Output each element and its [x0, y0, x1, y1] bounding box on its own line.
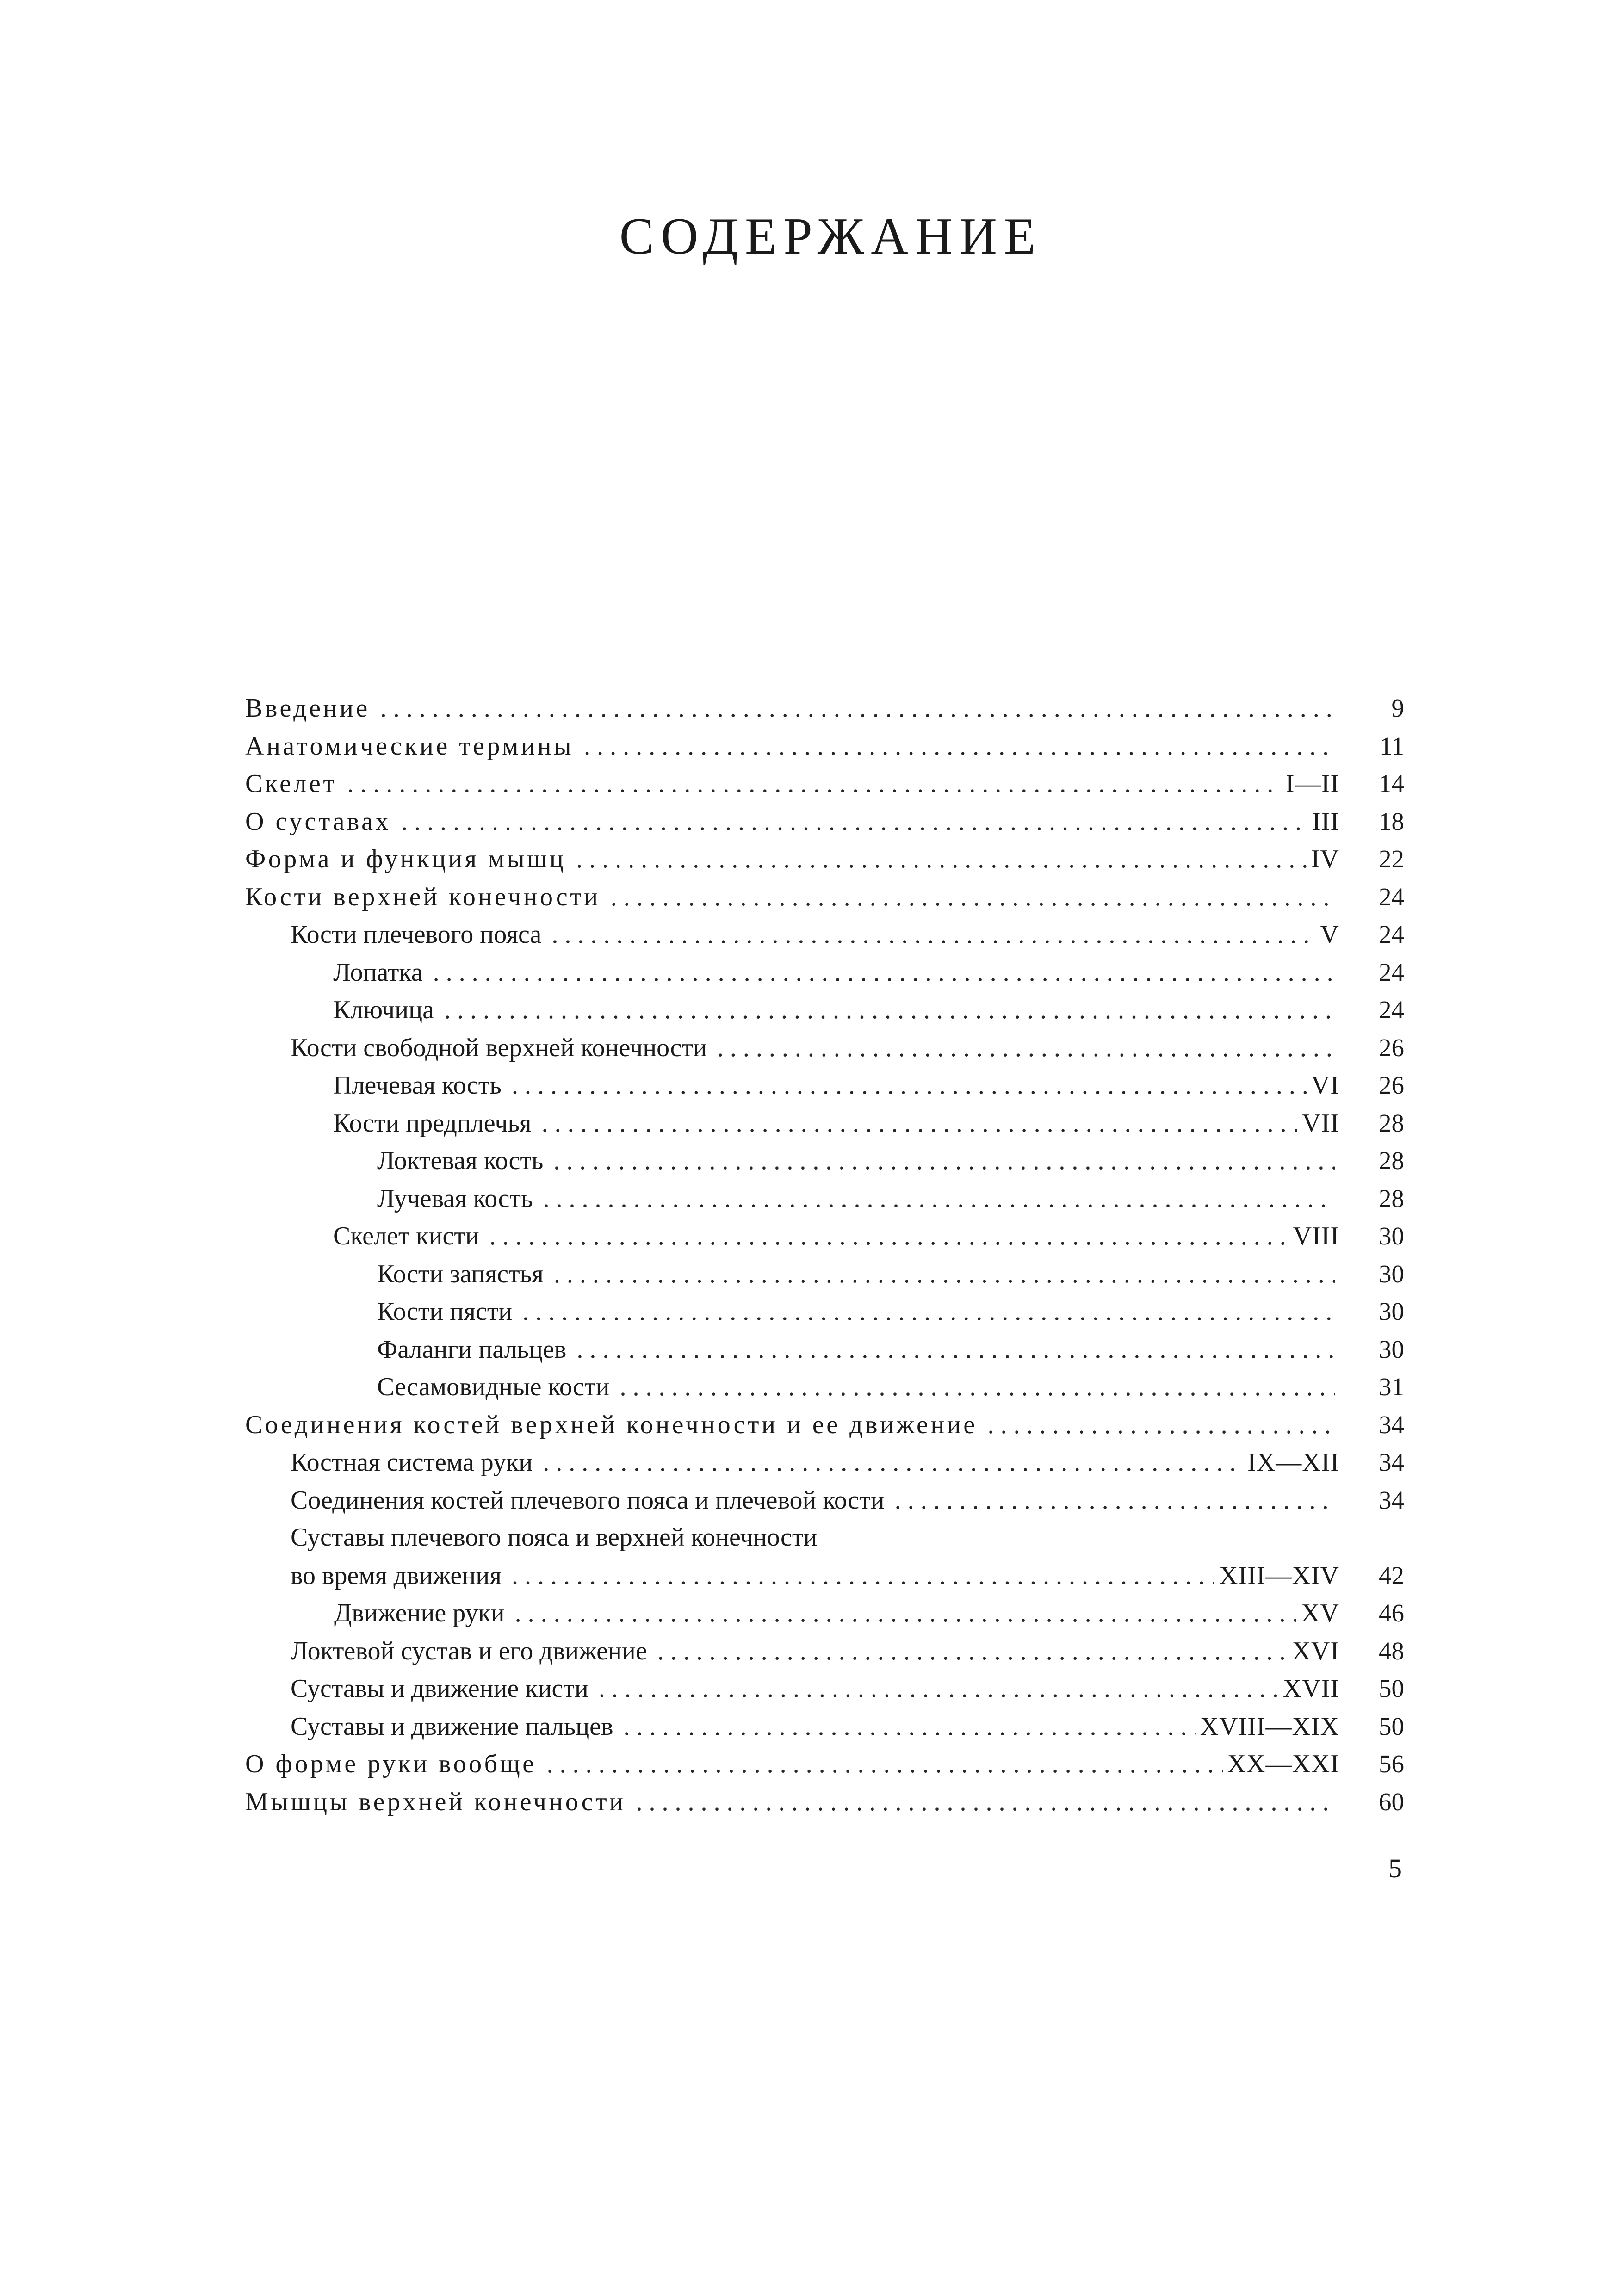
- toc-entry-label: О форме руки вообще: [245, 1750, 537, 1778]
- toc-entry-label: Костная система руки: [291, 1448, 533, 1477]
- dot-leader: [576, 1331, 1335, 1369]
- dot-leader: [636, 1783, 1335, 1821]
- page-title: СОДЕРЖАНИЕ: [619, 208, 1043, 265]
- toc-entry-plate: IX—XII: [1247, 1448, 1339, 1477]
- toc-entry-page: 11: [1380, 731, 1404, 760]
- toc-entry-plate: XVI: [1292, 1636, 1339, 1665]
- dot-leader: [543, 1180, 1335, 1218]
- toc-entry[interactable]: [245, 1594, 1404, 1632]
- dot-leader: [584, 728, 1335, 766]
- toc-entry-label: Локтевая кость: [377, 1146, 544, 1175]
- toc-entry[interactable]: [245, 1783, 1404, 1821]
- toc-entry-plate: VII: [1302, 1108, 1339, 1138]
- toc-entry-page: 30: [1379, 1335, 1404, 1363]
- dot-leader: [553, 1142, 1335, 1180]
- dot-leader: [433, 954, 1335, 992]
- dot-leader: [380, 690, 1335, 728]
- toc-entry[interactable]: [245, 1557, 1404, 1595]
- toc-entry-label: Кости запястья: [377, 1259, 544, 1288]
- toc-entry[interactable]: [245, 1443, 1404, 1481]
- dot-leader: [347, 765, 1281, 803]
- toc-entry-plate: VI: [1311, 1071, 1339, 1100]
- dot-leader: [554, 1256, 1335, 1293]
- dot-leader: [611, 879, 1335, 916]
- toc-entry-label: Мышцы верхней конечности: [245, 1787, 626, 1816]
- toc-entry-page: 28: [1379, 1108, 1404, 1137]
- toc-entry-page: 34: [1379, 1410, 1404, 1439]
- toc-entry-page: 56: [1379, 1750, 1404, 1778]
- toc-entry-label: Лучевая кость: [377, 1184, 533, 1213]
- toc-entry[interactable]: [245, 840, 1404, 878]
- dot-leader: [599, 1670, 1278, 1708]
- toc-entry-page: 42: [1379, 1561, 1404, 1590]
- dot-leader: [988, 1406, 1335, 1444]
- toc-entry-page: 31: [1379, 1373, 1404, 1401]
- toc-entry[interactable]: [245, 916, 1404, 953]
- toc-entry[interactable]: [245, 1142, 1404, 1180]
- toc-entry-label: Кости плечевого пояса: [291, 920, 542, 949]
- toc-entry-label: Плечевая кость: [333, 1071, 502, 1100]
- dot-leader: [623, 1708, 1195, 1746]
- toc-entry[interactable]: [245, 1066, 1404, 1104]
- toc-entry-page: 48: [1379, 1636, 1404, 1665]
- dot-leader: [657, 1633, 1288, 1671]
- page-number: 5: [1388, 1853, 1402, 1883]
- toc-entry-page: 24: [1379, 882, 1404, 911]
- toc-entry-label: во время движения: [291, 1561, 502, 1590]
- dot-leader: [717, 1029, 1335, 1067]
- dot-leader: [620, 1368, 1335, 1406]
- toc-entry-label: Лопатка: [333, 958, 423, 987]
- toc-entry-label: Кости предплечья: [333, 1108, 532, 1138]
- toc-entry[interactable]: [245, 1104, 1404, 1142]
- toc-entry-plate: VIII: [1293, 1222, 1339, 1250]
- toc-entry-page: 28: [1379, 1146, 1404, 1175]
- table-of-contents: [245, 689, 1404, 1820]
- toc-entry-label: Ключица: [333, 996, 434, 1024]
- toc-entry[interactable]: [245, 1293, 1404, 1331]
- toc-entry-page: 24: [1379, 996, 1404, 1024]
- toc-entry[interactable]: [245, 1481, 1404, 1519]
- toc-entry-page: 24: [1379, 920, 1404, 948]
- toc-entry-label: Сесамовидные кости: [377, 1373, 610, 1401]
- dot-leader: [551, 916, 1315, 954]
- dot-leader: [489, 1218, 1288, 1256]
- dot-leader: [515, 1595, 1296, 1633]
- dot-leader: [512, 1067, 1307, 1105]
- toc-entry-page: 18: [1379, 807, 1404, 835]
- toc-entry-page: 50: [1379, 1674, 1404, 1702]
- toc-entry[interactable]: [245, 727, 1404, 765]
- toc-entry-page: 34: [1379, 1448, 1404, 1476]
- toc-entry[interactable]: [245, 803, 1404, 841]
- toc-entry-plate: XIII—XIV: [1219, 1561, 1339, 1590]
- toc-entry-label: Кости верхней конечности: [245, 882, 601, 911]
- toc-entry-plate: XVIII—XIX: [1200, 1712, 1339, 1741]
- toc-entry[interactable]: [245, 1670, 1404, 1708]
- toc-entry-plate: XVII: [1282, 1674, 1339, 1703]
- toc-entry[interactable]: [245, 1745, 1404, 1783]
- toc-entry[interactable]: [245, 1331, 1404, 1368]
- toc-entry[interactable]: [245, 1255, 1404, 1293]
- toc-entry-plate: V: [1320, 920, 1339, 949]
- toc-entry-label: Соединения костей верхней конечности и ее движение: [245, 1410, 978, 1439]
- toc-entry-plate: XV: [1301, 1599, 1339, 1628]
- toc-entry-label: Введение: [245, 694, 370, 723]
- toc-entry-page: 34: [1379, 1485, 1404, 1514]
- toc-entry-label: Фаланги пальцев: [377, 1335, 567, 1364]
- toc-entry[interactable]: [245, 1180, 1404, 1218]
- toc-entry-page: 14: [1379, 769, 1404, 798]
- toc-entry-plate: III: [1312, 807, 1339, 836]
- toc-entry[interactable]: [245, 1708, 1404, 1745]
- toc-entry-page: 46: [1379, 1599, 1404, 1627]
- toc-entry-page: 26: [1379, 1071, 1404, 1099]
- toc-entry[interactable]: [245, 1519, 1404, 1557]
- toc-entry-label: Скелет кисти: [333, 1222, 479, 1250]
- dot-leader: [444, 991, 1335, 1029]
- toc-entry-page: 28: [1379, 1184, 1404, 1213]
- toc-entry-page: 22: [1379, 845, 1404, 873]
- toc-entry-label: Скелет: [245, 769, 337, 798]
- toc-entry[interactable]: [245, 1632, 1404, 1670]
- toc-entry[interactable]: [245, 991, 1404, 1029]
- dot-leader: [512, 1557, 1214, 1595]
- toc-entry-plate: IV: [1311, 845, 1339, 873]
- dot-leader: [543, 1444, 1243, 1482]
- toc-entry[interactable]: [245, 1029, 1404, 1067]
- toc-entry-page: 24: [1379, 958, 1404, 986]
- toc-entry-page: 9: [1391, 694, 1404, 722]
- toc-entry-label: Суставы и движение пальцев: [291, 1712, 613, 1741]
- toc-entry[interactable]: [245, 953, 1404, 991]
- toc-entry[interactable]: [245, 1368, 1404, 1406]
- toc-entry-page: 60: [1379, 1787, 1404, 1816]
- dot-leader: [576, 841, 1307, 879]
- toc-entry-label: Соединения костей плечевого пояса и плечевой кости: [291, 1485, 885, 1515]
- toc-entry-page: 26: [1379, 1033, 1404, 1062]
- toc-entry[interactable]: [245, 1406, 1404, 1444]
- dot-leader: [401, 803, 1307, 841]
- toc-entry-label: Кости пясти: [377, 1297, 513, 1326]
- toc-entry[interactable]: [245, 689, 1404, 727]
- toc-entry-page: 30: [1379, 1297, 1404, 1325]
- dot-leader: [542, 1105, 1298, 1143]
- toc-entry-label: Суставы плечевого пояса и верхней конечности: [291, 1523, 818, 1552]
- toc-entry[interactable]: [245, 765, 1404, 803]
- toc-entry-label: Форма и функция мышц: [245, 845, 566, 873]
- toc-entry-page: 50: [1379, 1712, 1404, 1740]
- dot-leader: [547, 1745, 1223, 1783]
- toc-entry-label: О суставах: [245, 807, 391, 836]
- toc-entry-label: Движение руки: [334, 1599, 505, 1628]
- toc-entry-label: Локтевой сустав и его движение: [291, 1636, 647, 1665]
- toc-entry-plate: XX—XXI: [1227, 1750, 1339, 1778]
- toc-entry[interactable]: [245, 1217, 1404, 1255]
- toc-entry-plate: I—II: [1286, 769, 1339, 798]
- toc-entry-label: Суставы и движение кисти: [291, 1674, 588, 1703]
- toc-entry-page: 30: [1379, 1259, 1404, 1288]
- dot-leader: [522, 1293, 1335, 1331]
- toc-entry-label: Анатомические термины: [245, 731, 574, 761]
- toc-entry-label: Кости свободной верхней конечности: [291, 1033, 707, 1062]
- toc-entry[interactable]: [245, 878, 1404, 916]
- toc-entry-page: 30: [1379, 1222, 1404, 1250]
- dot-leader: [895, 1482, 1335, 1520]
